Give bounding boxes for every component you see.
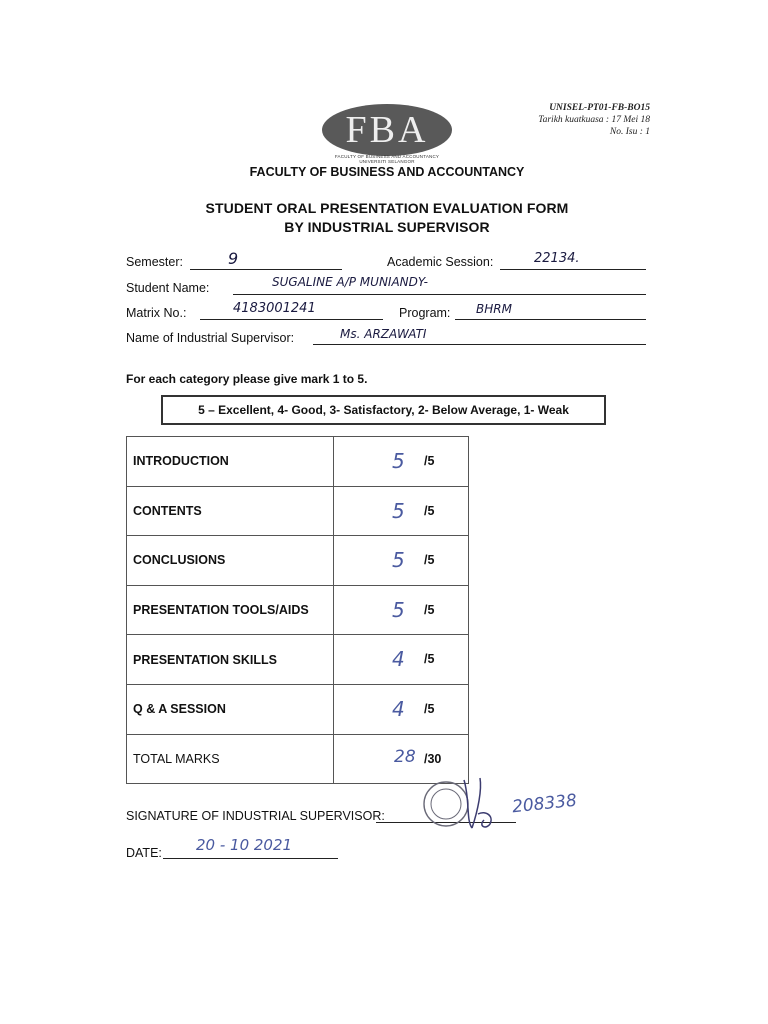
signature-scribble-icon [464, 778, 491, 828]
matrix-no-value[interactable]: 4183001241 [233, 301, 316, 316]
student-name-label: Student Name: [126, 281, 210, 295]
signature-number: 208338 [511, 790, 578, 818]
academic-session-line [500, 269, 646, 270]
category-label: CONTENTS [127, 486, 334, 536]
matrix-no-label: Matrix No.: [126, 306, 187, 320]
date-line [163, 858, 338, 859]
total-marks-label: TOTAL MARKS [127, 734, 334, 784]
score-max: /5 [424, 553, 435, 568]
score-cell[interactable] [334, 635, 469, 685]
academic-session-label: Academic Session: [387, 255, 494, 269]
fba-logo [322, 104, 452, 156]
rating-scale-text: 5 – Excellent, 4- Good, 3- Satisfactory, 2- Below Average, 1- Weak [198, 403, 569, 417]
total-score-value: 28 [394, 746, 416, 767]
score-max: /5 [424, 503, 435, 518]
table-row [127, 486, 469, 536]
table-row [127, 684, 469, 734]
supervisor-label: Name of Industrial Supervisor: [126, 331, 295, 345]
category-label: INTRODUCTION [127, 437, 334, 487]
score-cell[interactable] [334, 684, 469, 734]
score-cell[interactable] [334, 486, 469, 536]
category-label: PRESENTATION TOOLS/AIDS [127, 585, 334, 635]
official-stamp-signature [420, 770, 520, 840]
score-value: 4 [392, 696, 405, 721]
score-cell[interactable] [334, 585, 469, 635]
logo-text: FBA [345, 109, 429, 151]
logo-subtitle-line1: FACULTY OF BUSINESS AND ACCOUNTANCY [334, 154, 440, 159]
logo-subtitle [318, 154, 456, 164]
matrix-no-line [200, 319, 383, 320]
marking-instruction: For each category please give mark 1 to 5. [126, 372, 368, 386]
score-value: 5 [392, 597, 405, 622]
document-reference [538, 102, 650, 138]
semester-label: Semester: [126, 255, 183, 269]
category-label: CONCLUSIONS [127, 536, 334, 586]
score-max: /5 [424, 602, 435, 617]
score-value: 5 [392, 498, 405, 523]
evaluation-table [126, 436, 469, 784]
score-cell[interactable] [334, 437, 469, 487]
semester-line [190, 269, 342, 270]
supervisor-line [313, 344, 646, 345]
rating-scale-box [161, 395, 606, 425]
table-row [127, 437, 469, 487]
official-stamp-inner-ring [431, 789, 461, 819]
category-label: Q & A SESSION [127, 684, 334, 734]
program-line [455, 319, 646, 320]
table-row-total [127, 734, 469, 784]
program-value[interactable]: BHRM [476, 302, 512, 316]
score-max: /5 [424, 454, 435, 468]
total-score-max: /30 [424, 751, 442, 766]
semester-value[interactable]: 9 [228, 249, 239, 268]
score-value: 4 [392, 647, 405, 672]
form-title-line2: BY INDUSTRIAL SUPERVISOR [284, 219, 490, 235]
category-label: PRESENTATION SKILLS [127, 635, 334, 685]
issue-number: No. Isu : 1 [609, 127, 650, 137]
score-cell[interactable] [334, 536, 469, 586]
table-row [127, 635, 469, 685]
form-code: UNISEL-PT01-FB-BO15 [549, 103, 650, 113]
date-value[interactable]: 20 - 10 2021 [196, 836, 293, 854]
student-name-line [233, 294, 646, 295]
effective-date: Tarikh kuatkuasa : 17 Mei 18 [538, 115, 650, 125]
logo-subtitle-line2: UNIVERSITI SELANGOR [359, 159, 415, 164]
score-max: /5 [424, 652, 435, 667]
program-label: Program: [399, 306, 451, 320]
score-max: /5 [424, 701, 435, 716]
score-value: 5 [392, 548, 405, 573]
score-value: 5 [392, 449, 405, 473]
date-label: DATE: [126, 846, 162, 860]
academic-session-value[interactable]: 22134. [534, 251, 580, 266]
table-row [127, 585, 469, 635]
supervisor-value[interactable]: Ms. ARZAWATI [340, 327, 427, 341]
form-title-line1: STUDENT ORAL PRESENTATION EVALUATION FORM [205, 200, 569, 216]
student-name-value[interactable]: SUGALINE A/P MUNIANDY- [272, 275, 428, 289]
signature-label: SIGNATURE OF INDUSTRIAL SUPERVISOR: [126, 809, 385, 823]
table-row [127, 536, 469, 586]
faculty-name: FACULTY OF BUSINESS AND ACCOUNTANCY [249, 165, 525, 179]
